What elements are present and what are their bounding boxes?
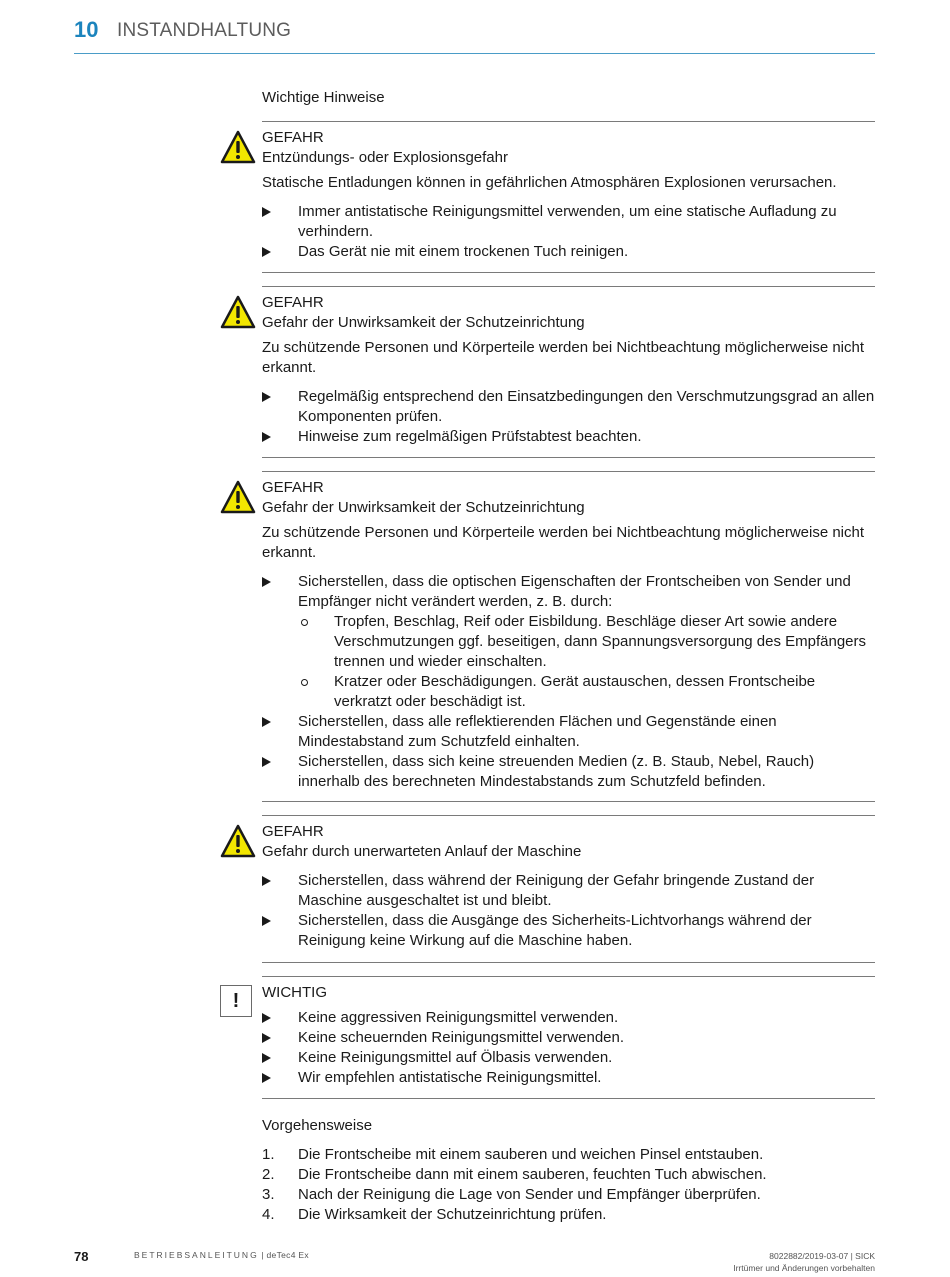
- bullet-arrow-icon: [262, 757, 271, 767]
- sub-list-item: Kratzer oder Beschädigungen. Gerät austauschen, dessen Frontscheibe verkratzt oder beschädigt ist.: [298, 672, 875, 712]
- list-item: 4. Die Wirksamkeit der Schutzeinrichtung prüfen.: [262, 1206, 607, 1223]
- bullet-arrow-icon: [262, 717, 271, 727]
- warning-triangle-icon: [220, 480, 256, 514]
- warning-triangle-icon: [220, 130, 256, 164]
- list-item: Keine aggressiven Reinigungsmittel verwenden.: [262, 1008, 875, 1028]
- circle-bullet-icon: [301, 679, 308, 686]
- list-item: Immer antistatische Reinigungsmittel verwenden, um eine statische Aufladung zu verhindern.: [262, 202, 875, 242]
- footer-right: [733, 1250, 875, 1274]
- hazard-measures: [262, 387, 875, 447]
- divider: [262, 815, 875, 816]
- list-item: Sicherstellen, dass alle reflektierenden Flächen und Gegenstände einen Mindestabstand zum Schutzfeld einhalten.: [262, 712, 875, 752]
- important-notes-title: Wichtige Hinweise: [262, 89, 385, 106]
- hazard-heading: Gefahr der Unwirksamkeit der Schutzeinrichtung: [262, 499, 585, 516]
- bullet-arrow-icon: [262, 247, 271, 257]
- hazard-block-2: [262, 293, 875, 447]
- hazard-heading: Gefahr durch unerwarteten Anlauf der Maschine: [262, 843, 582, 860]
- hazard-label: GEFAHR: [262, 823, 324, 840]
- warning-triangle-icon: [220, 824, 256, 858]
- divider: [262, 272, 875, 273]
- divider: [262, 286, 875, 287]
- bullet-arrow-icon: [262, 1053, 271, 1063]
- divider: [262, 962, 875, 963]
- hazard-measures: [262, 871, 875, 951]
- divider: [262, 457, 875, 458]
- bullet-arrow-icon: [262, 392, 271, 402]
- list-item: Sicherstellen, dass während der Reinigung der Gefahr bringende Zustand der Maschine ausgeschaltet ist und bleibt.: [262, 871, 875, 911]
- hazard-paragraph: Statische Entladungen können in gefährlichen Atmosphären Explosionen verursachen.: [262, 174, 837, 191]
- bullet-arrow-icon: [262, 876, 271, 886]
- divider: [262, 976, 875, 977]
- list-item: Sicherstellen, dass die optischen Eigenschaften der Frontscheiben von Sender und Empfänger nicht verändert werden, z. B. durch: Tropfen, Beschlag, Reif oder Eisbildung. Beschläge dieser Art sowie andere Verschmutzungen ggf. beseitigen, dann Spannungsversorgung des Empfängers trennen und wieder einschalten. Kratzer oder Beschädigungen. Gerät austauschen, dessen Frontscheibe verkratzt oder beschädigt ist.: [262, 572, 875, 712]
- important-block: [262, 983, 875, 1088]
- bullet-arrow-icon: [262, 207, 271, 217]
- hazard-heading: Gefahr der Unwirksamkeit der Schutzeinrichtung: [262, 314, 585, 331]
- hazard-label: GEFAHR: [262, 479, 324, 496]
- hazard-block-3: [262, 478, 875, 792]
- hazard-heading: Entzündungs- oder Explosionsgefahr: [262, 149, 508, 166]
- list-item: Sicherstellen, dass sich keine streuenden Medien (z. B. Staub, Nebel, Rauch) innerhalb des berechneten Mindestabstands zum Schutzfeld befinden.: [262, 752, 875, 792]
- footer-doc-info: BETRIEBSANLEITUNG | deTec4 Ex: [134, 1250, 309, 1260]
- divider: [262, 121, 875, 122]
- list-item: Regelmäßig entsprechend den Einsatzbedingungen den Verschmutzungsgrad an allen Komponenten prüfen.: [262, 387, 875, 427]
- sub-list-item: Tropfen, Beschlag, Reif oder Eisbildung. Beschläge dieser Art sowie andere Verschmutzungen ggf. beseitigen, dann Spannungsversorgung des Empfängers trennen und wieder einschalten.: [298, 612, 875, 672]
- hazard-paragraph: Zu schützende Personen und Körperteile werden bei Nichtbeachtung möglicherweise nicht erkannt.: [262, 339, 865, 376]
- bullet-arrow-icon: [262, 1073, 271, 1083]
- procedure-steps: [262, 1145, 875, 1225]
- procedure-block: [262, 1116, 875, 1225]
- chapter-number: 10: [74, 17, 99, 42]
- hazard-block-1: [262, 128, 875, 262]
- important-label: WICHTIG: [262, 984, 327, 1001]
- page-number: 78: [74, 1249, 89, 1264]
- hazard-paragraph: Zu schützende Personen und Körperteile werden bei Nichtbeachtung möglicherweise nicht erkannt.: [262, 524, 865, 561]
- doc-reference: 8022882/2019-03-07 | SICK: [769, 1251, 875, 1261]
- list-item: Das Gerät nie mit einem trockenen Tuch reinigen.: [262, 242, 875, 262]
- list-item: Keine Reinigungsmittel auf Ölbasis verwenden.: [262, 1048, 875, 1068]
- chapter-title: INSTANDHALTUNG: [117, 20, 292, 41]
- divider: [262, 471, 875, 472]
- bullet-arrow-icon: [262, 1033, 271, 1043]
- bullet-arrow-icon: [262, 577, 271, 587]
- list-item: Keine scheuernden Reinigungsmittel verwenden.: [262, 1028, 875, 1048]
- list-item: Hinweise zum regelmäßigen Prüfstabtest beachten.: [262, 427, 875, 447]
- bullet-arrow-icon: [262, 1013, 271, 1023]
- list-item: Sicherstellen, dass die Ausgänge des Sicherheits-Lichtvorhangs während der Reinigung keine Wirkung auf die Maschine haben.: [262, 911, 875, 951]
- exclamation-box-icon: !: [220, 985, 252, 1017]
- procedure-title: Vorgehensweise: [262, 1117, 373, 1134]
- warning-triangle-icon: [220, 295, 256, 329]
- divider: [262, 1098, 875, 1099]
- hazard-label: GEFAHR: [262, 129, 324, 146]
- hazard-measures: [262, 572, 875, 792]
- bullet-arrow-icon: [262, 916, 271, 926]
- disclaimer: Irrtümer und Änderungen vorbehalten: [733, 1263, 875, 1273]
- doc-type: BETRIEBSANLEITUNG: [134, 1250, 259, 1260]
- product-name: deTec4 Ex: [266, 1250, 309, 1260]
- list-item: 1. Die Frontscheibe mit einem sauberen und weichen Pinsel entstauben.: [262, 1146, 764, 1163]
- hazard-block-4: [262, 822, 875, 951]
- divider: [262, 801, 875, 802]
- list-item: Wir empfehlen antistatische Reinigungsmittel.: [262, 1068, 875, 1088]
- hazard-label: GEFAHR: [262, 294, 324, 311]
- page-header: [74, 14, 875, 54]
- circle-bullet-icon: [301, 619, 308, 626]
- sub-list: [298, 612, 875, 712]
- list-item: 2. Die Frontscheibe dann mit einem sauberen, feuchten Tuch abwischen.: [262, 1166, 767, 1183]
- list-item: 3. Nach der Reinigung die Lage von Sender und Empfänger überprüfen.: [262, 1186, 761, 1203]
- bullet-arrow-icon: [262, 432, 271, 442]
- important-list: [262, 1008, 875, 1088]
- hazard-measures: [262, 202, 875, 262]
